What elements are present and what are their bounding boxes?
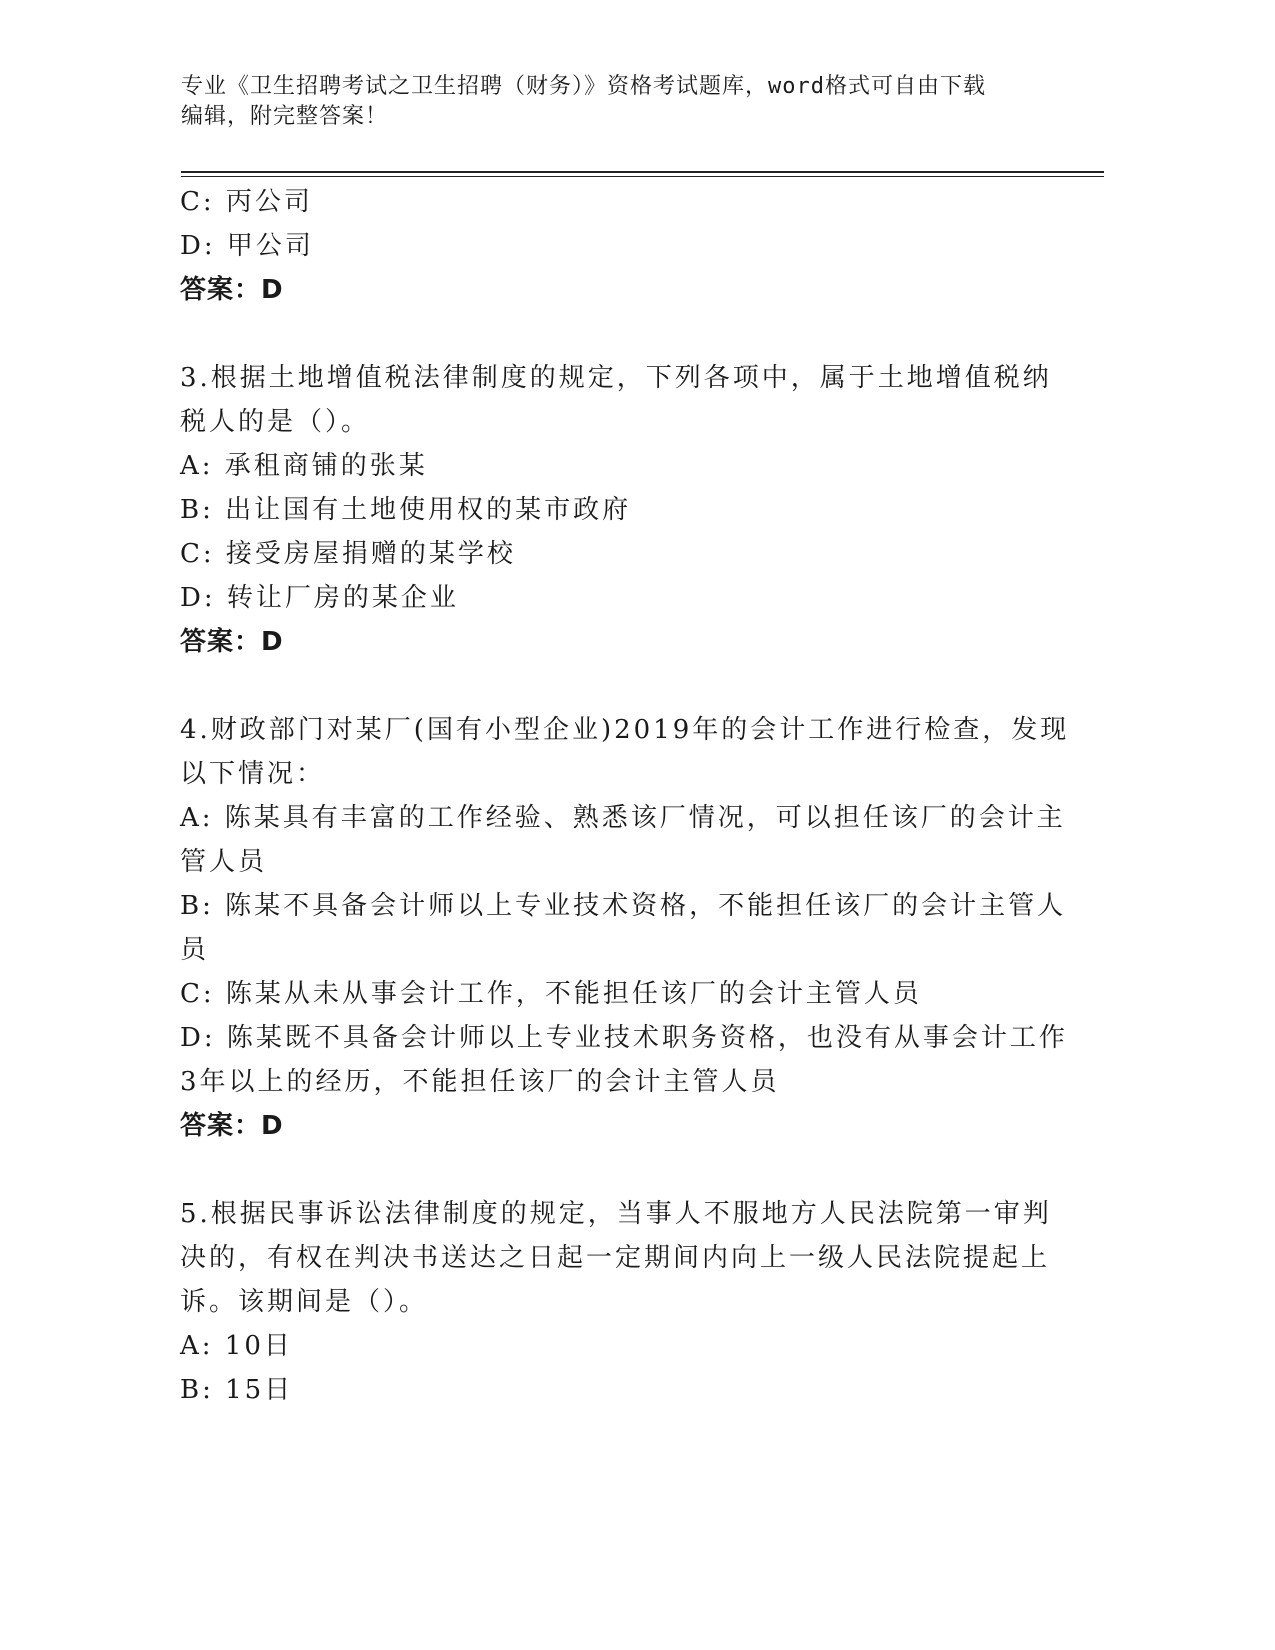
header-divider-thin bbox=[181, 176, 1104, 177]
spacer bbox=[180, 312, 1030, 356]
option-b: B: 出让国有土地使用权的某市政府 bbox=[180, 495, 632, 525]
option-a-continued: 管人员 bbox=[180, 847, 268, 877]
option-d: D: 转让厂房的某企业 bbox=[180, 583, 459, 613]
spacer bbox=[180, 1148, 1030, 1192]
header-line-2: 编辑，附完整答案！ bbox=[181, 104, 389, 129]
option-b: B: 15日 bbox=[180, 1375, 294, 1405]
question-list bbox=[180, 180, 1070, 1412]
question-stem: 3.根据土地增值税法律制度的规定，下列各项中，属于土地增值税纳 bbox=[180, 363, 1052, 393]
option-d: D: 甲公司 bbox=[180, 231, 314, 261]
option-d: D: 陈某既不具备会计师以上专业技术职务资格，也没有从事会计工作 bbox=[180, 1023, 1068, 1053]
question-stem-continued: 以下情况： bbox=[180, 759, 326, 789]
option-c: C: 接受房屋捐赠的某学校 bbox=[180, 539, 516, 569]
header-divider-thick bbox=[181, 171, 1104, 173]
question-stem: 5.根据民事诉讼法律制度的规定，当事人不服地方人民法院第一审判 bbox=[180, 1199, 1052, 1229]
option-a: A: 承租商铺的张某 bbox=[180, 451, 428, 481]
question-stem: 4.财政部门对某厂(国有小型企业)2019年的会计工作进行检查，发现 bbox=[180, 715, 1070, 745]
answer-line: 答案：D bbox=[180, 275, 284, 305]
option-c: C: 陈某从未从事会计工作，不能担任该厂的会计主管人员 bbox=[180, 979, 922, 1009]
option-a: A: 10日 bbox=[180, 1331, 293, 1361]
question-5 bbox=[180, 1192, 1052, 1412]
question-stem-continued: 税人的是（）。 bbox=[180, 407, 371, 437]
option-b-continued: 员 bbox=[180, 935, 210, 965]
option-d-continued: 3年以上的经历，不能担任该厂的会计主管人员 bbox=[180, 1067, 780, 1097]
option-b: B: 陈某不具备会计师以上专业技术资格，不能担任该厂的会计主管人 bbox=[180, 891, 1067, 921]
question-2-tail bbox=[180, 180, 1030, 312]
spacer bbox=[180, 664, 1030, 708]
question-stem-continued: 诉。该期间是（）。 bbox=[180, 1287, 429, 1317]
option-a: A: 陈某具有丰富的工作经验、熟悉该厂情况，可以担任该厂的会计主 bbox=[180, 803, 1066, 833]
header-line-1: 专业《卫生招聘考试之卫生招聘（财务）》资格考试题库，word格式可自由下载 bbox=[181, 74, 986, 99]
answer-line: 答案：D bbox=[180, 627, 284, 657]
question-3 bbox=[180, 356, 1052, 664]
question-4 bbox=[180, 708, 1070, 1148]
page-header bbox=[181, 72, 1081, 132]
question-stem-continued: 决的，有权在判决书送达之日起一定期间内向上一级人民法院提起上 bbox=[180, 1243, 1051, 1273]
option-c: C: 丙公司 bbox=[180, 187, 313, 217]
answer-line: 答案：D bbox=[180, 1111, 284, 1141]
